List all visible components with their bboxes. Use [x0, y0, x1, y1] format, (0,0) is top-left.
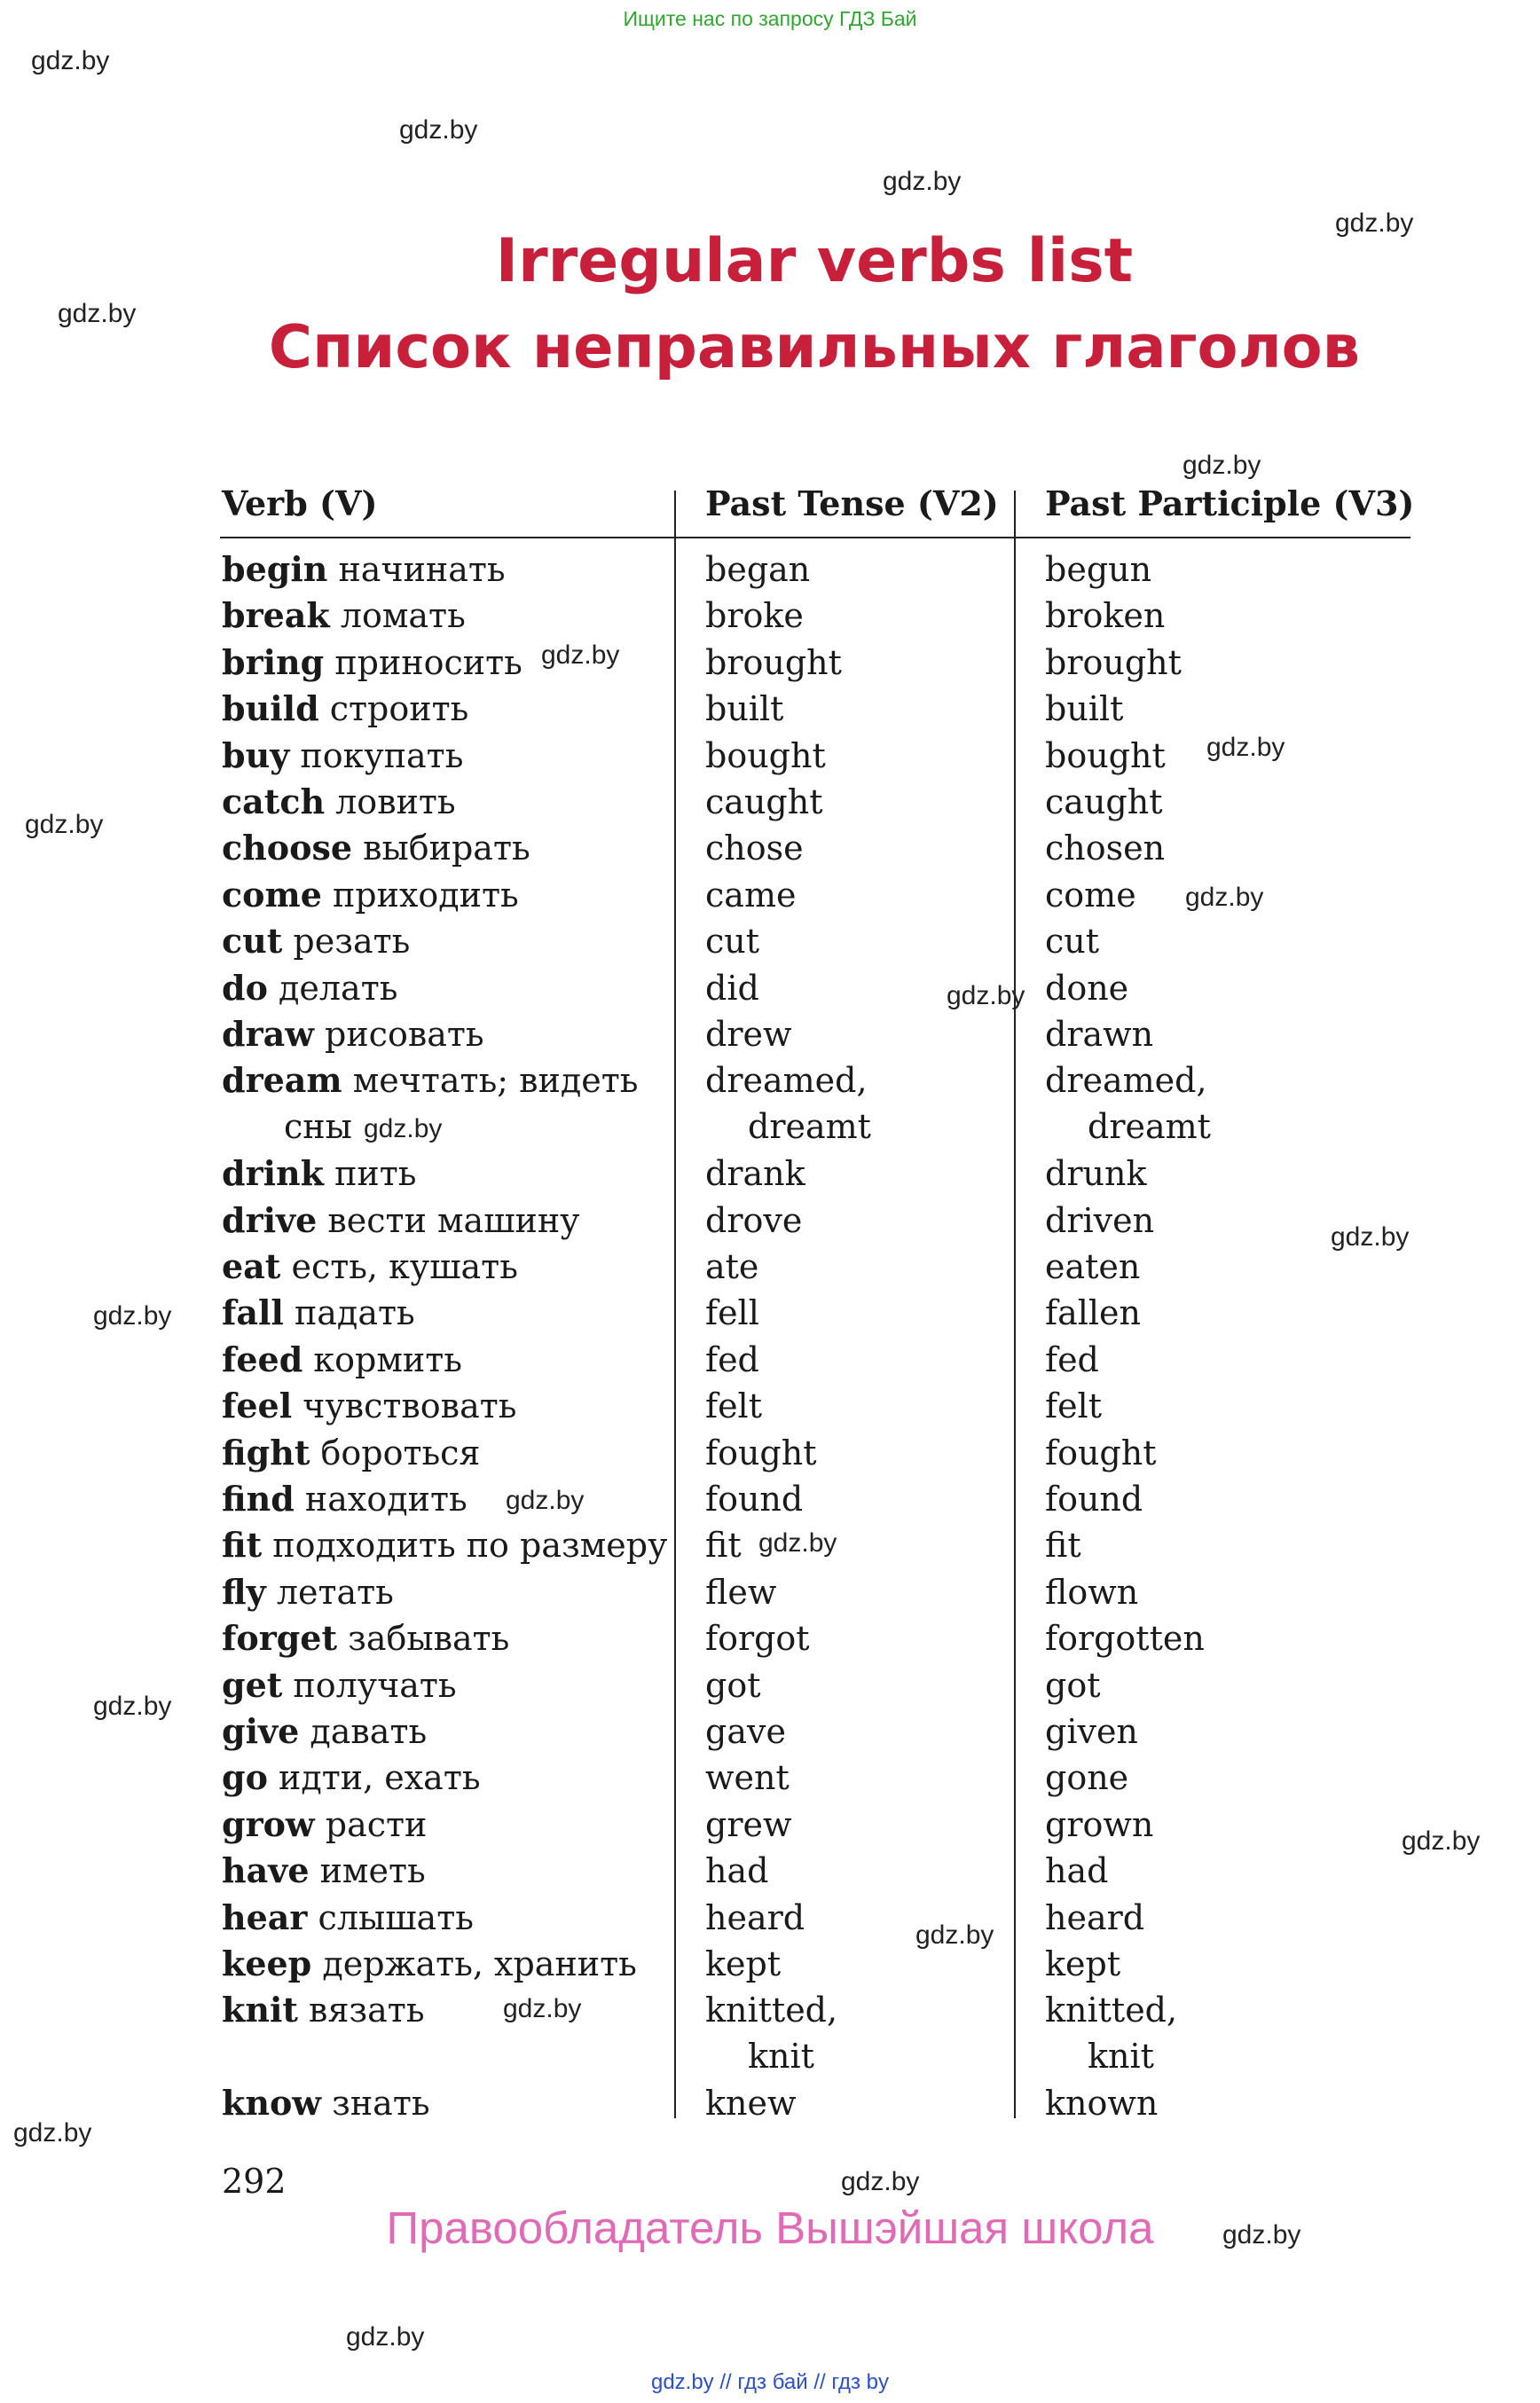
verb-translation: вести машину: [327, 1200, 580, 1240]
verb-base: dream: [222, 1060, 342, 1101]
past-participle-cell-value: fallen: [1045, 1293, 1141, 1333]
past-tense-cell-alt-value: dreamt: [748, 1107, 871, 1147]
verb-cell: [222, 1755, 481, 1801]
past-participle-cell: [1045, 686, 1123, 732]
verb-cell: [222, 546, 506, 593]
verb-translation: ловить: [335, 782, 456, 821]
past-tense-cell: [705, 1895, 805, 1941]
past-tense-cell: [705, 733, 826, 779]
verb-cell: [222, 640, 522, 686]
verb-base: begin: [222, 549, 328, 589]
past-tense-cell-value: heard: [705, 1897, 805, 1937]
column-divider-1: [674, 491, 676, 2118]
watermark: gdz.by: [541, 640, 620, 670]
past-tense-cell: [705, 1244, 758, 1290]
past-participle-cell: [1045, 1476, 1143, 1522]
watermark: gdz.by: [841, 2167, 920, 2196]
verb-translation: кормить: [313, 1339, 462, 1379]
verb-cell: [222, 1615, 509, 1661]
verb-cell: [222, 779, 456, 825]
past-tense-cell: [705, 1987, 837, 2079]
past-tense-cell-value: drew: [705, 1015, 792, 1054]
watermark: gdz.by: [503, 1994, 582, 2023]
verb-translation: приходить: [332, 875, 519, 915]
verb-cell: [222, 825, 530, 871]
watermark: gdz.by: [58, 299, 137, 328]
past-tense-cell-value: fought: [705, 1433, 817, 1472]
past-tense-cell-value: dreamed,: [705, 1061, 868, 1101]
past-participle-cell: [1045, 1755, 1128, 1801]
header-past-participle: Past Participle (V3): [1045, 483, 1415, 523]
past-tense-cell-value: bought: [705, 735, 826, 775]
past-participle-cell: [1045, 1615, 1205, 1661]
past-participle-cell: [1045, 1941, 1120, 1987]
past-participle-cell: [1045, 1290, 1141, 1336]
verb-base: fit: [222, 1525, 263, 1566]
verb-translation: начинать: [338, 550, 506, 589]
past-participle-cell: [1045, 965, 1128, 1011]
past-participle-cell-alt-value: knit: [1088, 2037, 1154, 2077]
watermark: gdz.by: [31, 46, 110, 75]
verb-cell: [222, 1522, 667, 1568]
past-tense-cell-value: knitted,: [705, 1991, 838, 2030]
verb-cell: [222, 1337, 462, 1383]
past-tense-cell: [705, 1057, 871, 1150]
column-divider-2: [1014, 491, 1016, 2118]
verb-base: hear: [222, 1896, 308, 1937]
past-tense-cell: [705, 1662, 760, 1708]
past-participle-cell-value: bought: [1045, 735, 1166, 775]
verb-cell: [222, 1941, 637, 1987]
past-tense-cell: [705, 1430, 817, 1476]
past-tense-cell-value: had: [705, 1851, 769, 1891]
past-participle-cell: [1045, 1011, 1153, 1057]
verb-translation: строить: [329, 689, 469, 729]
verb-base: draw: [222, 1014, 314, 1054]
verb-base: knit: [222, 1990, 298, 2030]
past-participle-cell-value: fought: [1045, 1433, 1157, 1472]
past-tense-cell: [705, 1476, 803, 1522]
past-tense-cell: [705, 1198, 802, 1244]
verb-base: fight: [222, 1432, 310, 1472]
past-tense-cell-value: forgot: [705, 1619, 810, 1659]
verb-translation: пить: [334, 1154, 417, 1194]
past-tense-cell-value: chose: [705, 828, 804, 868]
past-participle-cell: [1045, 1337, 1099, 1383]
past-tense-cell-value: drove: [705, 1200, 803, 1240]
verb-translation: находить: [304, 1480, 468, 1519]
past-participle-cell-value: caught: [1045, 782, 1163, 821]
past-tense-cell: [705, 1150, 805, 1197]
verb-translation: идти, ехать: [279, 1758, 481, 1798]
verb-translation: получать: [293, 1665, 457, 1705]
verb-translation: слышать: [318, 1897, 474, 1937]
past-participle-cell: [1045, 1569, 1138, 1615]
past-tense-cell-value: gave: [705, 1712, 786, 1751]
search-banner: Ищите нас по запросу ГДЗ Бай: [623, 7, 917, 30]
verb-base: get: [222, 1664, 283, 1705]
watermark: gdz.by: [915, 1920, 994, 1950]
past-participle-cell-value: heard: [1045, 1897, 1145, 1937]
verb-base: find: [222, 1479, 295, 1519]
past-tense-cell-value: brought: [705, 642, 842, 682]
past-participle-cell: [1045, 1430, 1157, 1476]
past-participle-cell: [1045, 1522, 1081, 1568]
past-participle-cell: [1045, 1383, 1102, 1429]
past-participle-cell-value: fed: [1045, 1339, 1099, 1379]
past-participle-cell-value: kept: [1045, 1944, 1121, 1983]
past-participle-cell-value: forgotten: [1045, 1619, 1205, 1659]
past-participle-cell-value: done: [1045, 968, 1129, 1008]
past-participle-cell-value: fit: [1045, 1526, 1081, 1566]
past-participle-cell-value: brought: [1045, 642, 1182, 682]
past-tense-cell: [705, 1708, 786, 1755]
verb-cell: [222, 918, 410, 964]
past-participle-cell: [1045, 1244, 1140, 1290]
past-participle-cell-value: dreamed,: [1045, 1061, 1207, 1101]
past-tense-cell: [705, 1848, 768, 1894]
header-past-tense: Past Tense (V2): [705, 483, 999, 523]
verb-translation: мечтать; видеть: [352, 1061, 639, 1101]
verb-cell: [222, 1895, 474, 1941]
verb-base: bring: [222, 641, 325, 682]
verb-base: keep: [222, 1944, 312, 1983]
watermark: gdz.by: [93, 1692, 172, 1721]
past-tense-cell-value: did: [705, 968, 759, 1008]
past-participle-cell: [1045, 1057, 1211, 1150]
verb-translation: летать: [276, 1572, 394, 1612]
verb-cell: [222, 1708, 427, 1755]
watermark: gdz.by: [506, 1486, 585, 1515]
watermark: gdz.by: [93, 1301, 172, 1331]
watermark: gdz.by: [947, 981, 1025, 1010]
verb-base: choose: [222, 828, 353, 868]
past-participle-cell-value: built: [1045, 689, 1124, 729]
watermark: gdz.by: [346, 2322, 425, 2352]
past-participle-cell: [1045, 1987, 1177, 2079]
past-tense-cell-value: knew: [705, 2084, 797, 2124]
past-tense-cell-value: grew: [705, 1804, 792, 1844]
title-english: Irregular verbs list: [495, 226, 1134, 296]
verb-base: have: [222, 1850, 310, 1891]
header-divider: [220, 537, 1410, 538]
past-tense-cell: [705, 825, 804, 871]
past-participle-cell-value: chosen: [1045, 828, 1166, 868]
verb-cell: [222, 1662, 457, 1708]
verb-base: know: [222, 2083, 322, 2124]
past-tense-cell: [705, 1615, 810, 1661]
past-participle-cell-value: eaten: [1045, 1247, 1141, 1286]
past-participle-cell: [1045, 1708, 1138, 1755]
past-tense-cell-value: began: [705, 550, 811, 589]
past-participle-cell-value: gone: [1045, 1758, 1129, 1798]
verb-translation: забывать: [348, 1619, 510, 1659]
watermark: gdz.by: [364, 1114, 443, 1143]
past-participle-cell-value: given: [1045, 1712, 1138, 1751]
verb-cell: [222, 1150, 416, 1197]
past-tense-cell: [705, 1290, 759, 1336]
past-participle-cell: [1045, 1662, 1100, 1708]
past-tense-cell-value: caught: [705, 782, 823, 821]
verb-cell: [222, 1476, 468, 1522]
verb-cell: [222, 1290, 415, 1336]
verb-translation: выбирать: [363, 828, 530, 868]
past-participle-cell-value: come: [1045, 875, 1136, 915]
past-tense-cell-value: came: [705, 875, 797, 915]
verb-base: build: [222, 688, 319, 729]
verb-translation-continued: сны: [284, 1107, 352, 1147]
past-participle-cell-value: knitted,: [1045, 1991, 1178, 2030]
verb-cell: [222, 1987, 425, 2033]
verb-cell: [222, 1430, 480, 1476]
verb-translation: иметь: [319, 1851, 426, 1891]
past-tense-cell: [705, 1011, 792, 1057]
verb-base: fly: [222, 1571, 266, 1612]
watermark: gdz.by: [883, 167, 962, 196]
verb-base: drink: [222, 1153, 324, 1194]
verb-cell: [222, 1569, 394, 1615]
past-participle-cell-alt-value: dreamt: [1088, 1107, 1211, 1147]
watermark: gdz.by: [1206, 733, 1285, 762]
verb-translation: делать: [279, 968, 398, 1008]
verb-translation: рисовать: [325, 1015, 484, 1054]
verb-translation: резать: [293, 922, 411, 962]
footer-links: gdz.by // гдз бай // гдз by: [650, 2370, 890, 2394]
past-tense-cell-value: drank: [705, 1154, 805, 1194]
past-participle-cell-value: driven: [1045, 1200, 1155, 1240]
past-participle-cell: [1045, 779, 1162, 825]
past-tense-cell-value: cut: [705, 922, 760, 962]
verb-cell: [222, 1198, 580, 1244]
verb-cell: [222, 965, 397, 1011]
watermark: gdz.by: [1182, 451, 1261, 480]
past-tense-cell: [705, 2080, 797, 2126]
past-tense-cell: [705, 918, 759, 964]
past-participle-cell-value: got: [1045, 1665, 1101, 1705]
verb-translation: ломать: [340, 596, 466, 636]
past-tense-cell: [705, 686, 783, 732]
past-participle-cell: [1045, 1848, 1108, 1894]
verb-translation: подходить по размеру: [272, 1526, 668, 1566]
past-tense-cell-value: got: [705, 1665, 761, 1705]
verb-cell: [222, 2080, 430, 2126]
past-participle-cell: [1045, 1150, 1146, 1197]
verb-base: come: [222, 874, 322, 915]
past-participle-cell-value: known: [1045, 2084, 1159, 2124]
watermark: gdz.by: [399, 115, 478, 145]
verb-cell: [222, 733, 463, 779]
past-tense-cell-value: flew: [705, 1572, 777, 1612]
past-participle-cell-value: felt: [1045, 1386, 1102, 1426]
watermark: gdz.by: [25, 810, 104, 839]
watermark: gdz.by: [1335, 208, 1414, 238]
verb-translation: бороться: [320, 1433, 481, 1472]
verb-translation: вязать: [309, 1991, 425, 2030]
past-tense-cell: [705, 779, 822, 825]
watermark: gdz.by: [1331, 1222, 1410, 1252]
past-tense-cell-value: built: [705, 689, 784, 729]
verb-translation: давать: [310, 1712, 428, 1751]
verb-cell: [222, 686, 468, 732]
verb-base: drive: [222, 1199, 318, 1240]
past-participle-cell: [1045, 733, 1166, 779]
verb-base: feel: [222, 1386, 293, 1426]
past-tense-cell-value: fell: [705, 1293, 759, 1333]
verb-base: break: [222, 595, 330, 636]
past-tense-cell-value: went: [705, 1758, 790, 1798]
past-tense-cell-value: felt: [705, 1386, 762, 1426]
verb-cell: [222, 1848, 426, 1894]
verb-base: go: [222, 1757, 268, 1798]
verb-translation: расти: [325, 1804, 428, 1844]
past-participle-cell-value: broken: [1045, 596, 1166, 636]
verb-base: eat: [222, 1246, 281, 1286]
verb-base: cut: [222, 921, 283, 962]
past-participle-cell: [1045, 872, 1136, 918]
past-tense-cell-value: ate: [705, 1247, 759, 1286]
past-participle-cell-value: flown: [1045, 1572, 1139, 1612]
past-participle-cell-value: cut: [1045, 922, 1100, 962]
verb-cell: [222, 1383, 516, 1429]
past-tense-cell-value: fit: [705, 1526, 742, 1566]
header-verb: Verb (V): [222, 483, 378, 523]
verb-base: do: [222, 967, 268, 1008]
past-participle-cell-value: drunk: [1045, 1154, 1147, 1194]
watermark: gdz.by: [1185, 883, 1264, 912]
past-tense-cell-alt-value: knit: [748, 2037, 814, 2077]
past-tense-cell-value: found: [705, 1480, 804, 1519]
past-tense-cell: [705, 1941, 781, 1987]
past-participle-cell: [1045, 640, 1182, 686]
past-tense-cell: [705, 1569, 776, 1615]
verb-base: feed: [222, 1339, 303, 1379]
verb-cell: [222, 1244, 518, 1290]
copyright-notice: Правообладатель Вышэйшая школа: [386, 2203, 1154, 2253]
past-tense-cell: [705, 546, 810, 593]
past-tense-cell: [705, 1755, 790, 1801]
verb-translation: знать: [332, 2084, 430, 2124]
past-tense-cell: [705, 872, 796, 918]
watermark: gdz.by: [1222, 2220, 1301, 2250]
verb-translation: приносить: [334, 642, 522, 682]
past-participle-cell: [1045, 546, 1151, 593]
verb-translation: покупать: [300, 735, 464, 775]
verb-base: forget: [222, 1618, 338, 1659]
past-tense-cell: [705, 1383, 762, 1429]
verb-base: buy: [222, 734, 290, 775]
past-tense-cell: [705, 1522, 742, 1568]
verb-base: catch: [222, 781, 326, 821]
verb-translation: падать: [294, 1293, 415, 1333]
watermark: gdz.by: [758, 1528, 837, 1558]
verb-cell: [222, 593, 466, 639]
past-participle-cell: [1045, 825, 1165, 871]
past-tense-cell: [705, 1337, 759, 1383]
title-russian: Список неправильных глаголов: [268, 312, 1361, 381]
past-participle-cell-value: grown: [1045, 1804, 1154, 1844]
past-participle-cell: [1045, 918, 1099, 964]
page-number: 292: [222, 2162, 287, 2201]
past-tense-cell: [705, 640, 842, 686]
verb-cell: [222, 1011, 484, 1057]
past-tense-cell: [705, 1802, 792, 1848]
past-tense-cell-value: broke: [705, 596, 804, 636]
past-participle-cell: [1045, 593, 1165, 639]
past-participle-cell-value: had: [1045, 1851, 1109, 1891]
past-participle-cell: [1045, 1802, 1153, 1848]
verb-base: fall: [222, 1292, 284, 1333]
verb-base: give: [222, 1711, 300, 1751]
past-tense-cell: [705, 593, 804, 639]
verb-translation: чувствовать: [302, 1386, 517, 1426]
past-tense-cell-value: kept: [705, 1944, 782, 1983]
watermark: gdz.by: [13, 2118, 92, 2148]
verb-cell: [222, 872, 519, 918]
verb-cell: [222, 1802, 427, 1848]
past-participle-cell: [1045, 1198, 1154, 1244]
past-participle-cell-value: drawn: [1045, 1015, 1154, 1054]
verb-translation: держать, хранить: [322, 1944, 637, 1983]
past-participle-cell-value: begun: [1045, 550, 1152, 589]
past-participle-cell: [1045, 1895, 1144, 1941]
verb-base: grow: [222, 1803, 315, 1844]
verb-translation: есть, кушать: [291, 1247, 518, 1286]
past-tense-cell-value: fed: [705, 1339, 759, 1379]
past-participle-cell-value: found: [1045, 1480, 1143, 1519]
past-tense-cell: [705, 965, 759, 1011]
watermark: gdz.by: [1402, 1826, 1481, 1856]
past-participle-cell: [1045, 2080, 1158, 2126]
